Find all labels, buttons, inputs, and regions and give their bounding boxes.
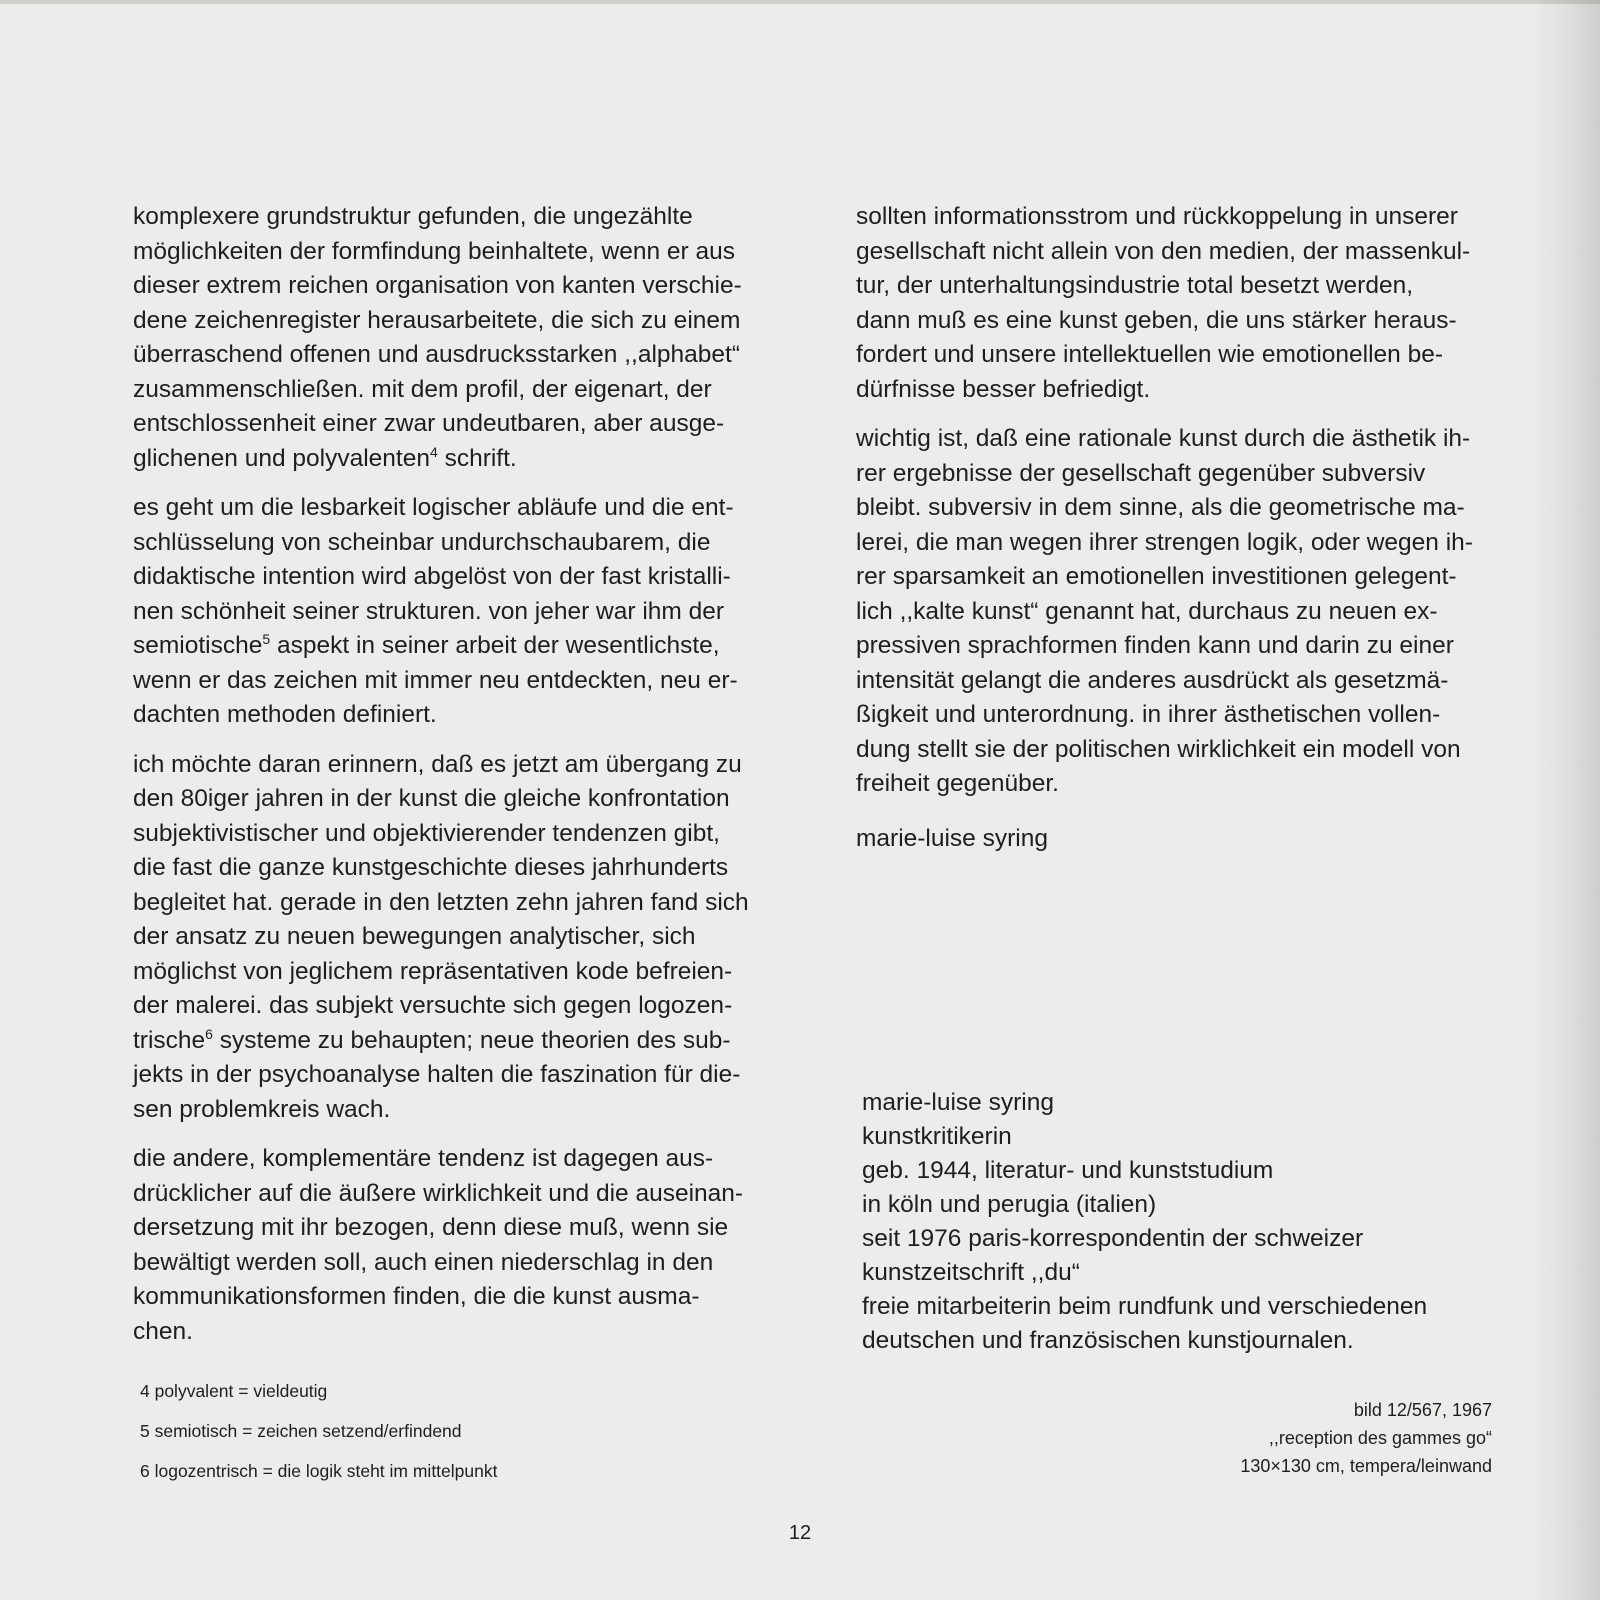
right-text-column [856, 200, 1490, 856]
right-paragraph-2: wichtig ist, daß eine rationale kunst durch die ästhetik ih- rer ergebnisse der gesellschaft gegenüber subversiv bleibt. subversiv in dem sinne, als die geometrische ma- lerei, die man wegen ihrer strengen logik, oder wegen ih- rer sparsamkeit an emotionellen investitionen gelegent- lich ,,kalte kunst“ genannt hat, durchaus zu neuen ex- pressiven sprachformen finden kann und darin zu einer intensität gelangt die anderes ausdrückt als gesetzmä- ßigkeit und unterordnung. in ihrer ästhetischen vollen- dung stellt sie der politischen wirklichkeit ein modell von freiheit gegenüber. [856, 425, 1473, 797]
author-signature: marie-luise syring [856, 824, 1048, 852]
page-top-edge [0, 0, 1600, 4]
left-paragraph-3-text-b: systeme zu behaupten; neue theorien des sub- jekts in der psychoanalyse halten die faszination für die- sen problemkreis wach. [133, 1026, 741, 1123]
left-paragraph-3 [133, 748, 767, 1128]
left-paragraph-4: die andere, komplementäre tendenz ist dagegen aus- drücklicher auf die äußere wirklichkeit und die auseinan- dersetzung mit ihr bezogen, denn diese muß, wenn sie bewältigt werden soll, auch einen niederschlag in den kommunikationsformen finden, die die kunst ausma- chen. [133, 1145, 744, 1345]
bio-line: freie mitarbeiterin beim rundfunk und verschiedenen [862, 1293, 1428, 1320]
footnote-6: 6 logozentrisch = die logik steht im mittelpunkt [140, 1461, 498, 1481]
author-bio [862, 1086, 1502, 1358]
footnote-4: 4 polyvalent = vieldeutig [140, 1381, 328, 1401]
bio-line: seit 1976 paris-korrespondentin der schweizer [862, 1225, 1364, 1252]
footnote-ref-5: 5 [262, 630, 271, 647]
footnotes [140, 1380, 740, 1500]
bio-line: marie-luise syring [862, 1089, 1054, 1116]
page-binding-shadow [1530, 0, 1600, 1600]
caption-line: 130×130 cm, tempera/leinwand [1240, 1456, 1492, 1476]
left-paragraph-2-text-a: es geht um die lesbarkeit logischer abläufe und die ent- schlüsselung von scheinbar undurchschaubarem, die didaktische intention wird abgelöst von der fast kristalli- nen schönheit seiner strukturen. von jeher war ihm der semiotische [133, 494, 734, 659]
bio-line: kunstzeitschrift ,,du“ [862, 1259, 1080, 1286]
bio-line: kunstkritikerin [862, 1123, 1012, 1150]
footnote-5: 5 semiotisch = zeichen setzend/erfindend [140, 1421, 462, 1441]
bio-line: deutschen und französischen kunstjournalen. [862, 1327, 1354, 1354]
left-paragraph-2 [133, 491, 767, 733]
left-paragraph-1 [133, 200, 767, 476]
left-paragraph-2-text-b: aspekt in seiner arbeit der wesentlichste, wenn er das zeichen mit immer neu entdeckten, neu er- dachten methoden definiert. [133, 632, 738, 728]
footnote-ref-4: 4 [429, 443, 438, 460]
caption-line: ,,reception des gammes go“ [1268, 1428, 1492, 1448]
right-paragraph-1: sollten informationsstrom und rückkoppelung in unserer gesellschaft nicht allein von den medien, der massenkul- tur, der unterhaltungsindustrie total besetzt werden, dann muß es eine kunst geben, die uns stärker heraus- fordert und unsere intellektuellen wie emotionellen be- dürfnisse besser befriedigt. [856, 203, 1471, 403]
page-number: 12 [788, 1522, 812, 1544]
left-paragraph-3-text-a: ich möchte daran erinnern, daß es jetzt am übergang zu den 80iger jahren in der kunst die gleiche konfrontation subjektivistischer und objektivierender tendenzen gibt, die fast die ganze kunstgeschichte dieses jahrhunderts begleitet hat. gerade in den letzten zehn jahren fand sich der ansatz zu neuen bewegungen analytischer, sich möglichst von jeglichem repräsentativen kode befreien- der malerei. das subjekt versuchte sich gegen logozen- trische [133, 750, 749, 1054]
image-caption [1240, 1396, 1492, 1480]
left-paragraph-1-text-b: schrift. [437, 444, 517, 472]
footnote-ref-6: 6 [205, 1025, 213, 1042]
caption-line: bild 12/567, 1967 [1353, 1400, 1492, 1420]
bio-line: geb. 1944, literatur- und kunststudium [862, 1157, 1274, 1184]
bio-line: in köln und perugia (italien) [862, 1191, 1157, 1218]
left-text-column [133, 200, 767, 1364]
left-paragraph-1-text-a: komplexere grundstruktur gefunden, die ungezählte möglichkeiten der formfindung beinhaltete, wenn er aus dieser extrem reichen organisation von kanten verschie- dene zeichenregister herausarbeitete, die sich zu einem überraschend offenen und ausdrucksstarken ,,alphabet“ zusammenschließen. mit dem profil, der eigenart, der entschlossenheit einer zwar undeutbaren, aber ausge- glichenen und polyvalenten [133, 203, 742, 472]
